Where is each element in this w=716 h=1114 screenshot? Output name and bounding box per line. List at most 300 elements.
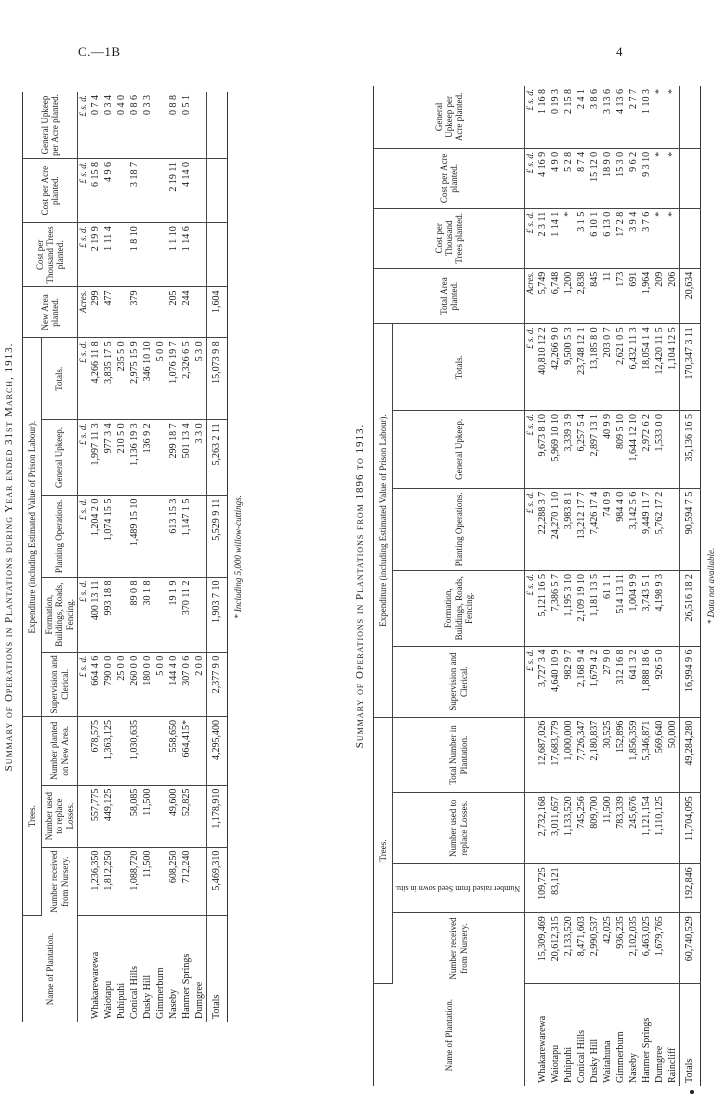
- table-cell: 6 13 0: [601, 208, 614, 268]
- table-row: [666, 86, 680, 1086]
- row-label: Waiotapu: [102, 980, 114, 1019]
- table-cell: 993 18 8: [102, 577, 115, 652]
- table-cell: 5,762 17 2: [653, 488, 666, 570]
- table-cell: 1,136 19 3: [128, 420, 141, 495]
- table-cell: 0 4 0: [115, 92, 128, 159]
- table-cell: 1,533 0 0: [653, 411, 666, 489]
- table-cell: 2,326 6 5: [180, 338, 193, 420]
- table-cell: [601, 864, 614, 913]
- table-cell: 299: [89, 287, 102, 338]
- table-cell: [154, 716, 167, 785]
- t1-col-header: General Upkeep per Acre planted.: [23, 92, 78, 159]
- table-cell: 5 0 0: [154, 338, 167, 420]
- table-cell: 26,516 18 2: [680, 571, 701, 647]
- table-cell: [115, 223, 128, 287]
- table-cell: 936,235: [614, 913, 627, 984]
- table-cell: 1,812,250: [102, 847, 115, 916]
- table-cell: 613 15 3: [167, 495, 180, 577]
- table-cell: 346 10 10: [141, 338, 154, 420]
- t1-col-header: Cost per Acre planted.: [23, 159, 78, 223]
- table-cell: £ s. d.: [525, 208, 537, 268]
- table-cell: 13,212 17 7: [575, 488, 588, 570]
- table-row: [536, 86, 549, 1086]
- table-cell: 74 0 9: [601, 488, 614, 570]
- table-cell: 3,835 17 5: [102, 338, 115, 420]
- table-cell: 691: [627, 268, 640, 324]
- table-cell: 42,266 9 0: [549, 324, 562, 411]
- table-cell: [666, 571, 680, 647]
- row-label: Dusky Hill: [141, 974, 153, 1019]
- table-row: [128, 92, 141, 1022]
- table-cell: 1,181 13 5: [588, 571, 601, 647]
- table-cell: 449,125: [102, 785, 115, 847]
- table1-title: Summary of Operations in Plantations during Year ended 31st March, 1913.: [3, 342, 15, 772]
- t2-col-name: Name of Plantation.: [374, 984, 525, 1086]
- t2-col-header: General Upkeep.: [393, 411, 525, 489]
- table-cell: [193, 287, 207, 338]
- table-cell: 664 4 6: [89, 652, 102, 716]
- table-cell: 40 9 9: [601, 411, 614, 489]
- table-cell: [666, 864, 680, 913]
- table-cell: 501 13 4: [180, 420, 193, 495]
- page-ref: C.—1B: [78, 44, 121, 59]
- table-cell: £ s. d.: [78, 577, 90, 652]
- table-cell: 5,749: [536, 268, 549, 324]
- table-cell: 641 3 2: [627, 646, 640, 717]
- row-label: [525, 984, 537, 1086]
- table-cell: 30,525: [601, 717, 614, 793]
- table-cell: [78, 716, 90, 785]
- table2-footnote: * Data not available.: [706, 547, 716, 625]
- table-cell: [666, 913, 680, 984]
- row-label: Whakarewarewa: [536, 1015, 548, 1083]
- table-cell: [666, 646, 680, 717]
- row-label: Gimmerburn: [154, 967, 166, 1019]
- table-cell: 0 8 6: [128, 92, 141, 159]
- table-cell: 0 3 4: [102, 92, 115, 159]
- table-cell: £ s. d.: [525, 86, 537, 148]
- table-cell: 9 6 2: [627, 148, 640, 208]
- table-cell: 7,386 5 7: [549, 571, 562, 647]
- table-cell: [640, 864, 653, 913]
- table-cell: 89 0 8: [128, 577, 141, 652]
- table-cell: [666, 488, 680, 570]
- table-cell: 0 3 3: [141, 92, 154, 159]
- table-cell: 1,088,720: [128, 847, 141, 916]
- table-cell: Acres.: [525, 268, 537, 324]
- table-cell: 40,810 12 2: [536, 324, 549, 411]
- table-cell: 2,838: [575, 268, 588, 324]
- table-row: [562, 86, 575, 1086]
- table-cell: 1 10 3: [640, 86, 653, 148]
- table-cell: 2,990,537: [588, 913, 601, 984]
- table-cell: 235 5 0: [115, 338, 128, 420]
- table-cell: [115, 495, 128, 577]
- table-cell: 1,888 18 6: [640, 646, 653, 717]
- table-cell: [115, 577, 128, 652]
- table-cell: 2 19 11: [167, 159, 180, 223]
- table-cell: 24,270 1 10: [549, 488, 562, 570]
- t1-col-header: Number used to replace Losses.: [42, 785, 78, 847]
- table-cell: 2,621 0 5: [614, 324, 627, 411]
- table-cell: 370 11 2: [180, 577, 193, 652]
- table1: [22, 92, 228, 1022]
- table-cell: 1 1 10: [167, 223, 180, 287]
- table-cell: 22,288 3 7: [536, 488, 549, 570]
- table-cell: [562, 864, 575, 913]
- table-cell: 27 9 0: [601, 646, 614, 717]
- table-cell: 299 18 7: [167, 420, 180, 495]
- table-cell: 845: [588, 268, 601, 324]
- t2-col-header: Planting Operations.: [393, 488, 525, 570]
- table2: [373, 86, 701, 1086]
- table-cell: 977 3 4: [102, 420, 115, 495]
- t1-group-trees: Trees.: [23, 716, 42, 915]
- table-cell: £ s. d.: [525, 411, 537, 489]
- table-cell: 170,347 3 11: [680, 324, 701, 411]
- table-cell: *: [666, 148, 680, 208]
- table-cell: 0 5 1: [180, 92, 193, 159]
- t2-col-seed-label: Number raised from Seed sown in situ.: [395, 883, 521, 893]
- table-cell: 152,896: [614, 717, 627, 793]
- table-cell: 15 3 0: [614, 148, 627, 208]
- table1-body: [78, 92, 228, 1022]
- table-cell: 49,600: [167, 785, 180, 847]
- table-cell: 678,575: [89, 716, 102, 785]
- table-row: [549, 86, 562, 1086]
- table-cell: 1 14 6: [180, 223, 193, 287]
- table-row: [640, 86, 653, 1086]
- table-cell: 9 3 10: [640, 148, 653, 208]
- table-cell: 30 1 8: [141, 577, 154, 652]
- table-cell: 982 9 7: [562, 646, 575, 717]
- table-cell: [78, 847, 90, 916]
- table-row: [627, 86, 640, 1086]
- row-label: Conical Hills: [575, 1029, 587, 1083]
- table-cell: 15 12 0: [588, 148, 601, 208]
- table-cell: 1,679,765: [653, 913, 666, 984]
- table-cell: [115, 785, 128, 847]
- table-cell: 1,903 7 10: [207, 577, 228, 652]
- t1-col-header: Cost per Thousand Trees planted.: [23, 223, 78, 287]
- table-cell: [154, 785, 167, 847]
- table-cell: 4 13 6: [614, 86, 627, 148]
- table-cell: 19 1 9: [167, 577, 180, 652]
- table-cell: 558,650: [167, 716, 180, 785]
- table-cell: [115, 716, 128, 785]
- table-cell: 16,994 9 6: [680, 646, 701, 717]
- table-cell: 6 15 8: [89, 159, 102, 223]
- table-cell: 2,133,520: [562, 913, 575, 984]
- table-row: [601, 86, 614, 1086]
- table-cell: 3,142 5 6: [627, 488, 640, 570]
- table-cell: 180 0 0: [141, 652, 154, 716]
- t1-col-header: New Area planted.: [23, 287, 78, 338]
- table-cell: 2 0 0: [193, 652, 207, 716]
- table-cell: 5,346,871: [640, 717, 653, 793]
- table-cell: 5,263 2 11: [207, 420, 228, 495]
- table-cell: [193, 92, 207, 159]
- table-cell: 42,025: [601, 913, 614, 984]
- table-cell: 1,856,359: [627, 717, 640, 793]
- table-cell: 664,415*: [180, 716, 193, 785]
- table-cell: 400 13 11: [89, 577, 102, 652]
- table-cell: £ s. d.: [78, 92, 90, 159]
- table-cell: 5 3 0: [193, 338, 207, 420]
- table-cell: 1,679 4 2: [588, 646, 601, 717]
- table-row: [653, 86, 666, 1086]
- t2-col-seed: [393, 864, 525, 913]
- table2-body: [525, 86, 701, 1086]
- table-cell: 144 4 0: [167, 652, 180, 716]
- row-label: Waiotapu: [549, 1044, 561, 1083]
- table-cell: 11,500: [601, 793, 614, 864]
- t1-col-name: Name of Plantation.: [23, 916, 78, 1022]
- table-cell: 2,897 13 1: [588, 411, 601, 489]
- table-cell: 1,104 12 5: [666, 324, 680, 411]
- table-cell: [525, 717, 537, 793]
- t2-col-header: Total Number in Plantation.: [393, 717, 525, 793]
- table-cell: 3 7 6: [640, 208, 653, 268]
- table2-title: Summary of Operations in Plantations from 1896 to 1913.: [354, 423, 366, 749]
- t1-col-header: Number received from Nursery.: [42, 847, 78, 916]
- table-cell: [575, 864, 588, 913]
- table-cell: 477: [102, 287, 115, 338]
- table-cell: 2 3 11: [536, 208, 549, 268]
- table-cell: [141, 159, 154, 223]
- table-cell: 1,997 11 3: [89, 420, 102, 495]
- table-cell: [141, 223, 154, 287]
- table-cell: [154, 495, 167, 577]
- table-cell: 173: [614, 268, 627, 324]
- table-cell: [154, 420, 167, 495]
- table-cell: 90,594 7 5: [680, 488, 701, 570]
- table-cell: 11,704,095: [680, 793, 701, 864]
- table-cell: 6 10 1: [588, 208, 601, 268]
- t2-col-header: Totals.: [393, 324, 525, 411]
- row-label: Raincliff: [666, 1047, 678, 1083]
- table-cell: 203 0 7: [601, 324, 614, 411]
- table-cell: 5 2 8: [562, 148, 575, 208]
- table-cell: 4,295,400: [207, 716, 228, 785]
- table-cell: 790 0 0: [102, 652, 115, 716]
- table-cell: [193, 495, 207, 577]
- table-cell: 3 8 6: [588, 86, 601, 148]
- table-cell: 783,339: [614, 793, 627, 864]
- table-cell: 1,110,125: [653, 793, 666, 864]
- table-cell: 9,673 8 10: [536, 411, 549, 489]
- table-cell: 1,074 15 5: [102, 495, 115, 577]
- table-cell: 312 16 8: [614, 646, 627, 717]
- table-cell: 1,030,635: [128, 716, 141, 785]
- row-label: Dusky Hill: [588, 1038, 600, 1083]
- table-cell: 2 4 1: [575, 86, 588, 148]
- table-row: [193, 92, 207, 1022]
- table-cell: [207, 159, 228, 223]
- table-cell: 4,266 11 8: [89, 338, 102, 420]
- table-cell: [207, 223, 228, 287]
- table-cell: 1 11 4: [102, 223, 115, 287]
- table-cell: [141, 287, 154, 338]
- table-cell: 15,309,469: [536, 913, 549, 984]
- table-cell: 11,500: [141, 847, 154, 916]
- table-row: [89, 92, 102, 1022]
- table-cell: 2,168 9 4: [575, 646, 588, 717]
- table-cell: 745,256: [575, 793, 588, 864]
- table-cell: 1,204 2 0: [89, 495, 102, 577]
- table-cell: 809 5 10: [614, 411, 627, 489]
- table-cell: 1,363,125: [102, 716, 115, 785]
- table-cell: 608,250: [167, 847, 180, 916]
- table-cell: 136 9 2: [141, 420, 154, 495]
- table-cell: 1,200: [562, 268, 575, 324]
- table-cell: 3,743 5 1: [640, 571, 653, 647]
- table-cell: *: [653, 86, 666, 148]
- t2-group-trees: Trees.: [374, 717, 393, 984]
- table-cell: 557,775: [89, 785, 102, 847]
- table-cell: 20,634: [680, 268, 701, 324]
- table-cell: [207, 92, 228, 159]
- table-cell: 5 0 0: [154, 652, 167, 716]
- table-cell: 3 1 5: [575, 208, 588, 268]
- table-row: [588, 86, 601, 1086]
- table-cell: 1,964: [640, 268, 653, 324]
- table-cell: [115, 287, 128, 338]
- table-cell: £ s. d.: [525, 148, 537, 208]
- table-cell: 49,284,280: [680, 717, 701, 793]
- page-mark: [690, 1090, 694, 1094]
- table-row: [141, 92, 154, 1022]
- t1-col-header: Supervision and Clerical.: [42, 652, 78, 716]
- table-cell: [141, 716, 154, 785]
- table-cell: 1,000,000: [562, 717, 575, 793]
- table-cell: [193, 577, 207, 652]
- table-cell: 5,469,310: [207, 847, 228, 916]
- table-cell: 210 5 0: [115, 420, 128, 495]
- table-cell: 1,195 3 10: [562, 571, 575, 647]
- table-cell: 6,432 11 3: [627, 324, 640, 411]
- table-cell: [154, 159, 167, 223]
- table-cell: [680, 86, 701, 148]
- table-cell: 3,727 3 4: [536, 646, 549, 717]
- table-cell: 15,073 9 8: [207, 338, 228, 420]
- t2-col-header: General Upkeep per Acre planted.: [374, 86, 525, 148]
- table-cell: 4 9 6: [102, 159, 115, 223]
- row-label: Puhipuhi: [562, 1046, 574, 1083]
- table-cell: [680, 208, 701, 268]
- t1-col-header: General Upkeep.: [42, 420, 78, 495]
- table-cell: *: [562, 208, 575, 268]
- table-cell: [680, 148, 701, 208]
- table-cell: 514 13 11: [614, 571, 627, 647]
- table-cell: 3,983 8 1: [562, 488, 575, 570]
- table-cell: 17 2 8: [614, 208, 627, 268]
- table-cell: 8 7 4: [575, 148, 588, 208]
- row-label: Hanmer Springs: [180, 953, 192, 1019]
- table-cell: 9,500 5 3: [562, 324, 575, 411]
- table-cell: *: [666, 208, 680, 268]
- t2-col-header: Supervision and Clerical.: [393, 646, 525, 717]
- table-cell: 0 7 4: [89, 92, 102, 159]
- table-cell: 3 18 7: [128, 159, 141, 223]
- table-cell: 1,604: [207, 287, 228, 338]
- table-cell: £ s. d.: [525, 571, 537, 647]
- table-cell: 2,972 6 2: [640, 411, 653, 489]
- table-cell: 52,825: [180, 785, 193, 847]
- table-cell: 18,054 1 4: [640, 324, 653, 411]
- table-cell: 2 15 8: [562, 86, 575, 148]
- table-cell: [115, 847, 128, 916]
- totals-row: [680, 86, 701, 1086]
- table-cell: £ s. d.: [78, 495, 90, 577]
- table-cell: [193, 785, 207, 847]
- table-cell: 11: [601, 268, 614, 324]
- table-cell: 244: [180, 287, 193, 338]
- table-cell: [666, 793, 680, 864]
- table-cell: 58,085: [128, 785, 141, 847]
- t1-col-header: Planting Operations.: [42, 495, 78, 577]
- table-cell: 6,257 5 4: [575, 411, 588, 489]
- row-label: Totals: [680, 984, 701, 1086]
- table-cell: [78, 785, 90, 847]
- row-label: Dumgree: [653, 1045, 665, 1083]
- t1-col-header: Totals.: [42, 338, 78, 420]
- table-cell: 4,640 10 9: [549, 646, 562, 717]
- table-cell: [154, 223, 167, 287]
- table-row: [115, 92, 128, 1022]
- row-label: [78, 916, 90, 1022]
- table-cell: 245,676: [627, 793, 640, 864]
- table-cell: 1,004 9 9: [627, 571, 640, 647]
- table-cell: [193, 847, 207, 916]
- row-label: Waitahuna: [601, 1040, 613, 1083]
- t2-col-header: Formation, Buildings, Roads, Fencing.: [393, 571, 525, 647]
- table-cell: Acres.: [78, 287, 90, 338]
- table2-sheet: [354, 86, 716, 1086]
- table-cell: 1,489 15 10: [128, 495, 141, 577]
- table-cell: 209: [653, 268, 666, 324]
- table-cell: 6,748: [549, 268, 562, 324]
- table-cell: 1,133,520: [562, 793, 575, 864]
- table-cell: 9,449 11 7: [640, 488, 653, 570]
- table-cell: 5,121 16 5: [536, 571, 549, 647]
- table-cell: [627, 864, 640, 913]
- table-cell: 569,640: [653, 717, 666, 793]
- table-cell: 307 0 6: [180, 652, 193, 716]
- table-cell: 61 1 1: [601, 571, 614, 647]
- table-cell: [154, 577, 167, 652]
- table-cell: [653, 864, 666, 913]
- table-cell: [193, 716, 207, 785]
- t1-group-expenditure: Expenditure (including Estimated Value of Prison Labour).: [23, 338, 42, 717]
- t1-col-header: Formation, Buildings, Roads, Fencing.: [42, 577, 78, 652]
- table-cell: 60,740,529: [680, 913, 701, 984]
- t2-col-header: Number received from Nursery.: [393, 913, 525, 984]
- table-row: [575, 86, 588, 1086]
- table-cell: 83,121: [549, 864, 562, 913]
- row-label: Naseby: [167, 989, 179, 1019]
- table-cell: 5,529 9 11: [207, 495, 228, 577]
- table-cell: 926 5 0: [653, 646, 666, 717]
- table-cell: 3 9 4: [627, 208, 640, 268]
- t2-col-header: Cost per Acre planted.: [374, 148, 525, 208]
- table-cell: 1,644 12 10: [627, 411, 640, 489]
- table-cell: 1 14 1: [549, 208, 562, 268]
- table-row: [614, 86, 627, 1086]
- table-cell: 984 4 0: [614, 488, 627, 570]
- row-label: Naseby: [627, 1053, 639, 1083]
- table-cell: 4,198 9 3: [653, 571, 666, 647]
